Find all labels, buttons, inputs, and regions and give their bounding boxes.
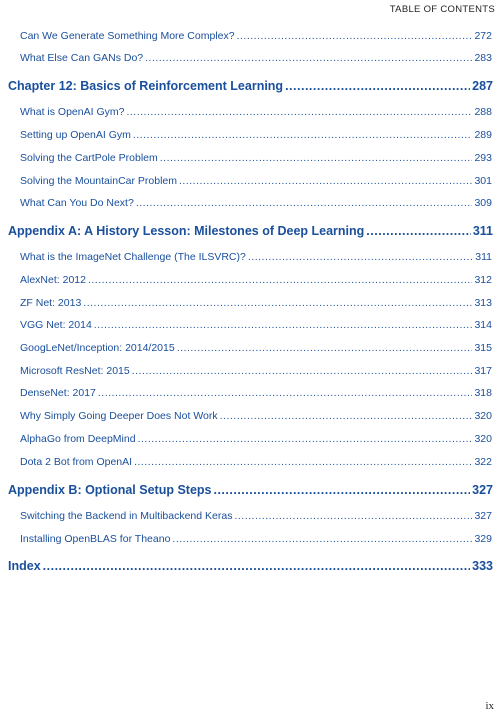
dot-leader [138, 433, 473, 445]
toc-entry-page: 320 [474, 433, 492, 445]
dot-leader [234, 510, 472, 522]
dot-leader [248, 251, 473, 263]
toc-entry-title: Why Simply Going Deeper Does Not Work [20, 410, 218, 422]
toc-entry[interactable] [20, 106, 492, 118]
toc-entry-page: 283 [474, 52, 492, 64]
toc-entry-page: 329 [474, 533, 492, 545]
toc-entry[interactable] [20, 456, 492, 468]
toc-chapter-page: 333 [472, 559, 493, 573]
toc-entry-title: Installing OpenBLAS for Theano [20, 533, 171, 545]
toc-entry[interactable] [20, 30, 492, 42]
dot-leader [285, 79, 470, 93]
toc-entry-title: Microsoft ResNet: 2015 [20, 365, 130, 377]
toc-entry-title: Switching the Backend in Multibackend Keras [20, 510, 233, 522]
toc-entry[interactable] [20, 410, 492, 422]
running-header: TABLE OF CONTENTS [389, 4, 495, 15]
toc-entry-page: 288 [474, 106, 492, 118]
toc-entry[interactable] [20, 175, 492, 187]
dot-leader [145, 52, 472, 64]
toc-entry[interactable] [20, 152, 492, 164]
dot-leader [213, 483, 470, 497]
toc-entry-page: 317 [474, 365, 492, 377]
toc-entry-page: 309 [474, 197, 492, 209]
dot-leader [237, 30, 473, 42]
toc-chapter-title: Appendix B: Optional Setup Steps [8, 483, 212, 497]
toc-entry[interactable] [20, 251, 492, 263]
toc-chapter-title: Appendix A: A History Lesson: Milestones of Deep Learning [8, 224, 365, 238]
toc-chapter-entry[interactable] [8, 483, 493, 497]
toc-entry-title: Can We Generate Something More Complex? [20, 30, 235, 42]
toc-entry[interactable] [20, 319, 492, 331]
toc-entry-title: Solving the CartPole Problem [20, 152, 158, 164]
dot-leader [88, 274, 473, 286]
toc-entry[interactable] [20, 342, 492, 354]
dot-leader [177, 342, 473, 354]
dot-leader [220, 410, 473, 422]
toc-entry[interactable] [20, 433, 492, 445]
dot-leader [179, 175, 472, 187]
toc-entry-title: What is OpenAI Gym? [20, 106, 125, 118]
toc-entry-page: 322 [474, 456, 492, 468]
toc-entry-page: 315 [474, 342, 492, 354]
toc-entry-title: Setting up OpenAI Gym [20, 129, 131, 141]
dot-leader [94, 319, 473, 331]
toc-entry-page: 289 [474, 129, 492, 141]
toc-entry-title: What Can You Do Next? [20, 197, 134, 209]
toc-entry-page: 314 [474, 319, 492, 331]
toc-entry[interactable] [20, 52, 492, 64]
toc-entry-page: 327 [474, 510, 492, 522]
dot-leader [172, 533, 472, 545]
dot-leader [366, 224, 471, 238]
toc-entry-title: VGG Net: 2014 [20, 319, 92, 331]
dot-leader [43, 559, 470, 573]
toc-entry-title: DenseNet: 2017 [20, 387, 96, 399]
dot-leader [98, 387, 473, 399]
toc-entry-page: 313 [474, 297, 492, 309]
toc-entry-page: 301 [474, 175, 492, 187]
dot-leader [134, 456, 472, 468]
toc-entry[interactable] [20, 510, 492, 522]
toc-chapter-title: Chapter 12: Basics of Reinforcement Learning [8, 79, 284, 93]
toc-entry-page: 318 [474, 387, 492, 399]
toc-chapter-page: 327 [472, 483, 493, 497]
toc-entry-page: 293 [474, 152, 492, 164]
toc-entry-title: Solving the MountainCar Problem [20, 175, 177, 187]
toc-entry-page: 312 [474, 274, 492, 286]
toc-entry[interactable] [20, 533, 492, 545]
toc-entry[interactable] [20, 129, 492, 141]
dot-leader [126, 106, 472, 118]
toc-entry-title: AlphaGo from DeepMind [20, 433, 136, 445]
toc-chapter-entry[interactable] [8, 79, 493, 93]
dot-leader [132, 365, 473, 377]
toc-entry-title: ZF Net: 2013 [20, 297, 82, 309]
toc-chapter-title: Index [8, 559, 41, 573]
toc-entry-title: What Else Can GANs Do? [20, 52, 144, 64]
toc-entry-title: AlexNet: 2012 [20, 274, 86, 286]
dot-leader [136, 197, 473, 209]
dot-leader [133, 129, 473, 141]
toc-entry[interactable] [20, 274, 492, 286]
toc-entry-title: GoogLeNet/Inception: 2014/2015 [20, 342, 175, 354]
toc-entry[interactable] [20, 197, 492, 209]
toc-entry[interactable] [20, 387, 492, 399]
toc-entry[interactable] [20, 297, 492, 309]
toc-chapter-entry[interactable] [8, 224, 493, 238]
toc-chapter-page: 311 [472, 224, 493, 238]
toc-entry-title: What is the ImageNet Challenge (The ILSVRC)? [20, 251, 246, 263]
dot-leader [83, 297, 472, 309]
toc-chapter-entry[interactable] [8, 559, 493, 573]
toc-entry-page: 272 [474, 30, 492, 42]
dot-leader [160, 152, 473, 164]
toc-entry-page: 311 [475, 251, 492, 263]
toc-entry-title: Dota 2 Bot from OpenAI [20, 456, 133, 468]
toc-chapter-page: 287 [472, 79, 493, 93]
toc-entry[interactable] [20, 365, 492, 377]
toc-entry-page: 320 [474, 410, 492, 422]
page-number: ix [485, 700, 494, 712]
